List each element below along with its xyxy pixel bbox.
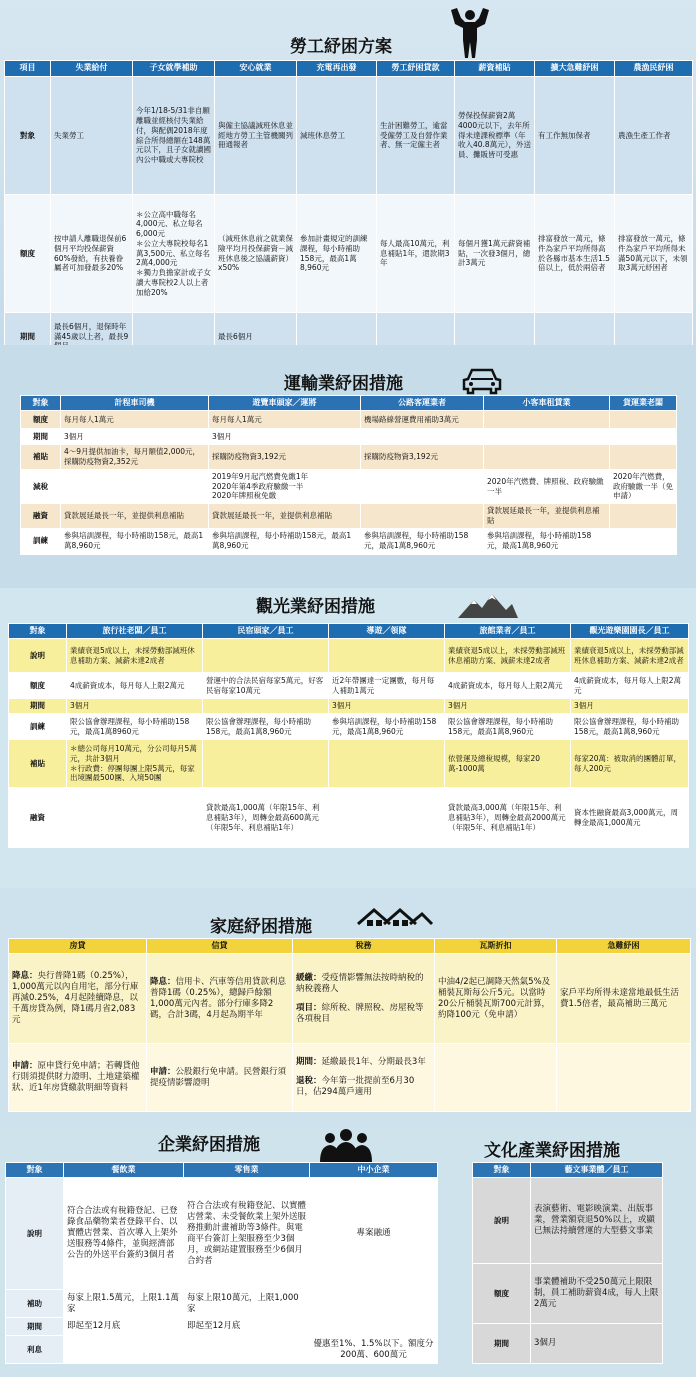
transport-cell (484, 411, 610, 429)
transport-cell: 貸款展延最長一年，並提供利息補貼 (209, 504, 361, 529)
family-header-1: 信貸 (147, 939, 293, 954)
enterprise-cell (310, 1318, 438, 1336)
transport-cell: 參與培訓課程，每小時補助158元，最高1萬8,960元 (361, 528, 484, 554)
transport-cell (484, 445, 610, 470)
enterprise-cell: 優惠至1%、1.5%以下。額度分200萬、600萬元 (310, 1336, 438, 1364)
tourism-cell: 3個月 (67, 699, 203, 714)
tourism-title: 觀光業紓困措施 (256, 597, 375, 617)
transport-header-1: 計程車司機 (61, 396, 209, 411)
labor-header-3: 安心就業 (215, 61, 297, 77)
tourism-cell: 3個月 (571, 699, 689, 714)
enterprise-cell: 每家上限1.5萬元，上限1.1萬家 (64, 1290, 184, 1318)
labor-cell: 有工作無加保者 (535, 77, 615, 195)
culture-row (473, 1264, 663, 1324)
enterprise-cell: 即起至12月底 (64, 1318, 184, 1336)
family-row (9, 954, 691, 1044)
family-cell-bold: 降息： (150, 976, 176, 987)
transport-cell: 參與培訓課程，每小時補助158元，最高1萬8,960元 (484, 528, 610, 554)
tourism-header-1: 旅行社老闆／員工 (67, 624, 203, 639)
transport-section (0, 345, 696, 588)
tourism-cell: 限公協會辦理課程，每小時補助158元，最高1萬8,960元 (445, 714, 571, 740)
transport-cell (361, 469, 484, 503)
enterprise-header-1: 餐飲業 (64, 1163, 184, 1178)
enterprise-cell: 即起至12月底 (184, 1318, 310, 1336)
family-table (8, 938, 691, 1112)
tourism-header-2: 民宿頭家／員工 (203, 624, 329, 639)
tourism-cell: 限公協會辦理課程，每小時補助158元，最高1萬8,960元 (571, 714, 689, 740)
transport-header-0: 對象 (21, 396, 61, 411)
tourism-cell (329, 740, 445, 788)
labor-cell: 排富發放一萬元，條件為家戶平均所得未滿50萬元以下，未領取3萬元紓困者 (615, 195, 693, 313)
family-cell (435, 954, 557, 1044)
transport-cell (610, 411, 677, 429)
enterprise-header-2: 零售業 (184, 1163, 310, 1178)
family-cell-bold: 降息： (12, 971, 38, 982)
transport-cell (61, 469, 209, 503)
enterprise-cell: 每家上限10萬元，上限1,000家 (184, 1290, 310, 1318)
enterprise-cell (184, 1336, 310, 1364)
tourism-cell (329, 788, 445, 848)
labor-cell: （減班休息前之就業保險平均月投保薪資－減班休息後之協議薪資）x50% (215, 195, 297, 313)
transport-cell: 3個月 (61, 429, 209, 445)
people-icon (316, 1128, 376, 1162)
labor-cell: 農漁生產工作者 (615, 77, 693, 195)
tourism-cell: 近2年帶團達一定團數，每月每人補助1萬元 (329, 673, 445, 699)
transport-cell: 2020年汽燃費、牌照稅、政府驗繳一半 (484, 469, 610, 503)
tourism-cell: 業績衰退5成以上，未採勞動部減班休息補助方案、減薪未達2成者 (445, 639, 571, 673)
transport-row-label: 額度 (21, 411, 61, 429)
family-cell-text: 家戶平均所得未達當地最低生活費1.5倍者，最高補助三萬元 (560, 987, 680, 1009)
labor-section (0, 0, 696, 345)
tourism-cell: 資本性融資最高3,000萬元，周轉金最高1,000萬元 (571, 788, 689, 848)
labor-cell: 與僱主協議減班休息並經地方勞工主管機關列冊通報者 (215, 77, 297, 195)
culture-row-label: 期間 (473, 1324, 531, 1364)
labor-cell: 最長6個月 (215, 313, 297, 361)
tourism-cell: 4成薪資成本，每月每人上限2萬元 (445, 673, 571, 699)
transport-row-label: 訓練 (21, 528, 61, 554)
labor-header-4: 充電再出發 (297, 61, 377, 77)
tourism-cell: 業績衰退5成以上，未採勞動部減班休息補助方案、減薪未達2成者 (67, 639, 203, 673)
labor-header-1: 失業給付 (51, 61, 133, 77)
transport-cell: 每月每人1萬元 (61, 411, 209, 429)
labor-cell: 今年1/18-5/31非自願離職並經核付失業給付，與配偶2018年度綜合所得總額在148萬元以下，且子女就讀國內公中職或大專院校 (133, 77, 215, 195)
labor-title: 勞工紓困方案 (290, 37, 392, 57)
enterprise-row (6, 1290, 438, 1318)
tourism-header-0: 對象 (9, 624, 67, 639)
tourism-cell: 貸款最高3,000萬（年限15年、利息補貼3年），周轉金最高2000萬元（年限5年、利息補貼1年） (445, 788, 571, 848)
family-cell (557, 954, 691, 1044)
tourism-row-label: 期間 (9, 699, 67, 714)
tourism-cell: 貸款最高1,000萬（年限15年、利息補貼3年），周轉金最高600萬元（年限5年、利息補貼1年） (203, 788, 329, 848)
tourism-cell: 每家20萬：被取消的團體訂單，每人200元 (571, 740, 689, 788)
enterprise-row (6, 1178, 438, 1290)
labor-header-2: 子女就學補助 (133, 61, 215, 77)
family-cell (557, 1044, 691, 1112)
tourism-cell: 參與培訓課程，每小時補助158元，最高1萬8,960元 (329, 714, 445, 740)
transport-row (21, 429, 677, 445)
tourism-cell (203, 639, 329, 673)
tourism-row (9, 673, 689, 699)
enterprise-row (6, 1336, 438, 1364)
labor-cell: 生計困難勞工，逾當受僱勞工及自營作業者、無一定僱主者 (377, 77, 455, 195)
family-cell (9, 1044, 147, 1112)
family-cell-text: 今年第一批提前至6月30日，佔294萬戶適用 (296, 1076, 415, 1098)
transport-row-label: 減稅 (21, 469, 61, 503)
tourism-header-4: 旅館業者／員工 (445, 624, 571, 639)
transport-cell: 3個月 (209, 429, 361, 445)
labor-cell: 減班休息勞工 (297, 77, 377, 195)
transport-cell: 貸款展延最長一年，並提供利息補貼 (484, 504, 610, 529)
family-cell (147, 1044, 293, 1112)
enterprise-row-label: 期間 (6, 1318, 64, 1336)
enterprise-cell (310, 1290, 438, 1318)
culture-row-label: 說明 (473, 1178, 531, 1264)
family-cell (147, 954, 293, 1044)
transport-header-3: 公路客運業者 (361, 396, 484, 411)
mountain-icon (458, 592, 518, 618)
family-section (0, 888, 696, 1128)
labor-header-7: 擴大急難紓困 (535, 61, 615, 77)
labor-header-5: 勞工紓困貸款 (377, 61, 455, 77)
family-cell (293, 1044, 435, 1112)
transport-cell: 4～9月提供加油卡，每月額值2,000元，採購防疫物資2,352元 (61, 445, 209, 470)
transport-header-2: 遊覽車頭家／運將 (209, 396, 361, 411)
family-cell-text: 央行普降1碼（0.25%），1,000萬元以內自用宅，部分行庫再減0.25%，4月起陸續降息，以千萬房貸為例，降1碼月省2,083元 (12, 971, 139, 1026)
enterprise-title: 企業紓困措施 (158, 1135, 260, 1155)
enterprise-row-label: 利息 (6, 1336, 64, 1364)
labor-cell: ＊公立高中職每名4,000元、私立每名6,000元 ＊公立大專院校每名1萬3,500元、私立每名2萬4,000元 ＊獨力負擔家計或子女讀大專院校2人以上者加給20% (133, 195, 215, 313)
transport-cell: 參與培訓課程，每小時補助158元，最高1萬8,960元 (209, 528, 361, 554)
transport-header-4: 小客車租賃業 (484, 396, 610, 411)
tourism-cell: 業績衰退5成以上，未採勞動部減班休息補助方案、減薪未達2成者 (571, 639, 689, 673)
tourism-row-label: 說明 (9, 639, 67, 673)
tourism-row-label: 額度 (9, 673, 67, 699)
labor-row (5, 195, 693, 313)
enterprise-cell: 符合合法或有稅籍登記、以實體店營業、未受餐飲業上架外送服務推動計畫補助等3條件。與電商平台簽訂上架服務至少3個月，或網站建置服務至少6個月合約者 (184, 1178, 310, 1290)
transport-cell (610, 504, 677, 529)
family-header-4: 急難紓困 (557, 939, 691, 954)
family-cell-bold: 申請： (12, 1061, 38, 1072)
family-cell-bold: 申請： (150, 1066, 176, 1077)
tourism-header-3: 導遊／領隊 (329, 624, 445, 639)
family-cell-bold: 退稅： (296, 1076, 322, 1087)
labor-cell: 排富發放一萬元，條件為家戶平均所得高於各縣市基本生活1.5倍以上，低於兩倍者 (535, 195, 615, 313)
tourism-cell: 依營運及總稅規模，每家20萬-1000萬 (445, 740, 571, 788)
enterprise-cell: 符合合法或有稅籍登記、已登錄食品藥物業者登錄平台、以實體店營業、首次導入上架外送服務等4條件，並與經濟部公告的外送平台簽約3個月者 (64, 1178, 184, 1290)
transport-row-label: 期間 (21, 429, 61, 445)
transport-cell: 採購防疫物資3,192元 (209, 445, 361, 470)
family-cell-bold: 項目： (296, 1002, 322, 1013)
labor-cell: 最長6個月，退保時年滿45歲以上者，最長9 (51, 313, 133, 361)
transport-title: 運輸業紓困措施 (284, 374, 403, 394)
family-cell-text: 受疫情影響無法按時納稅的納稅義務人 (296, 972, 424, 994)
transport-cell: 2020年汽燃費，政府驗繳一半（免申請） (610, 469, 677, 503)
transport-cell (361, 504, 484, 529)
tourism-row-label: 訓練 (9, 714, 67, 740)
culture-table (472, 1162, 663, 1364)
tourism-row-label: 補貼 (9, 740, 67, 788)
family-cell (9, 954, 147, 1044)
family-title: 家庭紓困措施 (210, 917, 312, 937)
transport-cell: 每月每人1萬元 (209, 411, 361, 429)
transport-row (21, 411, 677, 429)
tourism-cell (203, 740, 329, 788)
tourism-cell: 4成薪資成本，每月每人上限2萬元 (67, 673, 203, 699)
labor-row-label: 期間 (5, 313, 51, 361)
enterprise-header-0: 對象 (6, 1163, 64, 1178)
culture-cell: 3個月 (531, 1324, 663, 1364)
tourism-cell: 4成薪資成本，每月每人上限2萬元 (571, 673, 689, 699)
enterprise-header-3: 中小企業 (310, 1163, 438, 1178)
car-icon (462, 367, 502, 395)
labor-row-label: 對象 (5, 77, 51, 195)
family-cell-bold: 期間： (296, 1057, 322, 1068)
transport-cell: 2019年9月起汽燃費免繳1年 2020年第4季政府驗繳一半 2020年牌照稅免繳 (209, 469, 361, 503)
tourism-cell (67, 788, 203, 848)
transport-row (21, 445, 677, 470)
tourism-cell: 營運中的合法民宿每家5萬元，好客民宿每家10萬元 (203, 673, 329, 699)
labor-header-8: 農漁民紓困 (615, 61, 693, 77)
tourism-cell: 限公協會辦理課程，每小時補助158元，最高1萬8960元 (67, 714, 203, 740)
tourism-row (9, 639, 689, 673)
culture-header-1: 藝文事業體／員工 (531, 1163, 663, 1178)
family-header-0: 房貸 (9, 939, 147, 954)
labor-table (4, 60, 693, 361)
labor-cell: 按申請人離職退保前6個月平均投保薪資60%發給，有扶養眷屬者可加發最多20% (51, 195, 133, 313)
family-header-3: 瓦斯折扣 (435, 939, 557, 954)
culture-title: 文化產業紓困措施 (484, 1141, 620, 1161)
family-cell-text: 綜所稅、牌照稅、房屋稅等各項稅目 (296, 1002, 424, 1024)
tourism-row-label: 融資 (9, 788, 67, 848)
transport-cell: 參與培訓課程，每小時補助158元，最高1萬8,960元 (61, 528, 209, 554)
family-cell-text: 延繳最長1年、分期最長3年 (321, 1057, 426, 1068)
family-cell-text: 公股銀行免申請。民營銀行須提疫情影響證明 (150, 1066, 287, 1088)
transport-cell: 機場路線營運費用補助3萬元 (361, 411, 484, 429)
culture-cell: 表演藝術、電影映演業、出版事業，營業額衰退50%以上，或顯已無法持續營運的大型藝文事業 (531, 1178, 663, 1264)
transport-row-label: 補貼 (21, 445, 61, 470)
transport-table (20, 395, 677, 555)
transport-row (21, 469, 677, 503)
transport-cell (610, 429, 677, 445)
enterprise-cell (64, 1336, 184, 1364)
enterprise-row-label: 說明 (6, 1178, 64, 1290)
transport-row-label: 融資 (21, 504, 61, 529)
family-cell-text: 原申貸行免申請；若轉貸他行則須提供財力證明、土地建築權狀、近1年房貸繳款明細等資料 (12, 1061, 140, 1094)
tourism-header-5: 觀光遊樂園園長／員工 (571, 624, 689, 639)
family-cell-text: 中油4/2起已調降天然氣5%及桶裝瓦斯每公斤5元。以當時20公斤桶裝瓦斯700元計算，約降100元（免申請） (438, 976, 551, 1020)
transport-cell (610, 528, 677, 554)
tourism-cell (329, 639, 445, 673)
family-cell-text: 信用卡、汽車等信用貸款利息普降1碼（0.25%），總歸戶餘額1,000萬元內者。部分行庫多降2碼，合計3碼，4月起為期半年 (150, 976, 287, 1020)
culture-cell: 事業體補助不受250萬元上限限制，員工補助薪資4成，每人上限2萬元 (531, 1264, 663, 1324)
family-header-2: 稅務 (293, 939, 435, 954)
house-icon (354, 908, 434, 934)
tourism-row (9, 740, 689, 788)
tourism-cell: 3個月 (445, 699, 571, 714)
labor-row-label: 額度 (5, 195, 51, 313)
labor-row (5, 77, 693, 195)
labor-header-6: 薪資補貼 (455, 61, 535, 77)
labor-header-0: 項目 (5, 61, 51, 77)
tourism-table (8, 623, 689, 848)
family-cell-bold: 緩繳： (296, 972, 322, 983)
muscle-man-icon (447, 6, 493, 60)
tourism-cell: ＊總公司每月10萬元，分公司每月5萬元，共計3個月 ＊行政費：停團每團上限5萬元，每家出境團最500團、入境50團 (67, 740, 203, 788)
enterprise-row-label: 補助 (6, 1290, 64, 1318)
tourism-cell: 限公協會辦理課程，每小時補助158元，最高1萬8,960元 (203, 714, 329, 740)
labor-cell: 失業勞工 (51, 77, 133, 195)
family-row (9, 1044, 691, 1112)
enterprise-table (5, 1162, 438, 1364)
transport-cell (610, 445, 677, 470)
tourism-cell (203, 699, 329, 714)
culture-row (473, 1178, 663, 1264)
transport-cell (484, 429, 610, 445)
tourism-section (0, 588, 696, 888)
tourism-row (9, 788, 689, 848)
transport-row (21, 504, 677, 529)
culture-row (473, 1324, 663, 1364)
enterprise-cell: 專案融通 (310, 1178, 438, 1290)
enterprise-row (6, 1318, 438, 1336)
tourism-row (9, 714, 689, 740)
transport-cell: 貸款展延最長一年，並提供利息補貼 (61, 504, 209, 529)
labor-cell: 參加計畫規定的訓練課程，每小時補助158元，最高1萬8,960元 (297, 195, 377, 313)
tourism-cell: 3個月 (329, 699, 445, 714)
culture-row-label: 額度 (473, 1264, 531, 1324)
transport-header-5: 貨運業老闆 (610, 396, 677, 411)
transport-cell (361, 429, 484, 445)
family-cell (293, 954, 435, 1044)
family-cell (435, 1044, 557, 1112)
labor-cell: 每個月獲1萬元薪資補貼，一次發3個月，總計3萬元 (455, 195, 535, 313)
tourism-row (9, 699, 689, 714)
labor-cell: 每人最高10萬元，利息補貼1年，還款期3年 (377, 195, 455, 313)
transport-cell: 採購防疫物資3,192元 (361, 445, 484, 470)
culture-header-0: 對象 (473, 1163, 531, 1178)
labor-cell: 勞保投保薪資2萬4000元以下，去年所得未達課稅標準（年收入40.8萬元），外送員、攤販皆可受惠 (455, 77, 535, 195)
transport-row (21, 528, 677, 554)
